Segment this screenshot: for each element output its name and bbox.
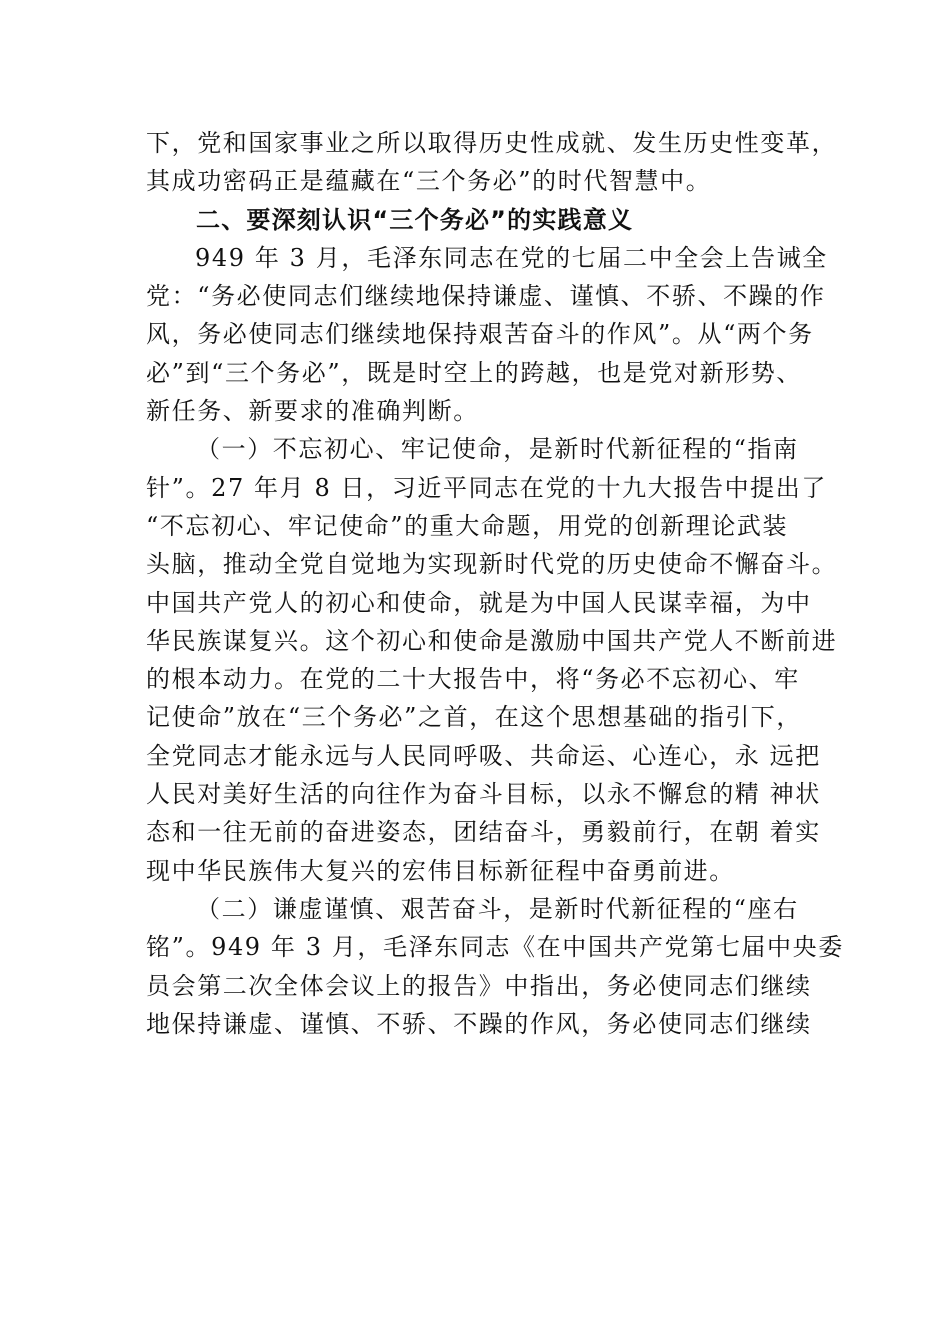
text-line: 的根本动力。在党的二十大报告中，将“务必不忘初心、牢 bbox=[146, 665, 800, 694]
text-line: 新任务、新要求的准确判断。 bbox=[146, 397, 479, 426]
text-line: 地保持谦虚、谨慎、不骄、不躁的作风，务必使同志们继续 bbox=[146, 1009, 812, 1038]
text-line: 记使命”放在“三个务必”之首，在这个思想基础的指引下， bbox=[146, 703, 803, 732]
text-line: “不忘初心、牢记使命”的重大命题，用党的创新理论武装 bbox=[146, 511, 789, 540]
text-line: 态和一往无前的奋进姿态，团结奋斗，勇毅前行，在朝 着实 bbox=[146, 818, 821, 847]
subsection-first-line: （一）不忘初心、牢记使命，是新时代新征程的“指南 bbox=[196, 435, 799, 464]
text-line: 华民族谋复兴。这个初心和使命是激励中国共产党人不断前进 bbox=[146, 626, 838, 655]
text-line: 员会第二次全体会议上的报告》中指出，务必使同志们继续 bbox=[146, 971, 812, 1000]
text-line: 现中华民族伟大复兴的宏伟目标新征程中奋勇前进。 bbox=[146, 856, 735, 885]
text-line: 针”。27 年月 8 日，习近平同志在党的十九大报告中提出了 bbox=[146, 473, 827, 502]
subsection-first-line: （二）谦虚谨慎、艰苦奋斗，是新时代新征程的“座右 bbox=[196, 894, 799, 923]
text-line: 全党同志才能永远与人民同呼吸、共命运、心连心，永 远把 bbox=[146, 741, 821, 770]
text-line: 铭”。949 年 3 月，毛泽东同志《在中国共产党第七届中央委 bbox=[146, 933, 844, 962]
text-line: 必”到“三个务必”，既是时空上的跨越，也是党对新形势、 bbox=[146, 358, 803, 387]
text-line: 党：“务必使同志们继续地保持谦虚、谨慎、不骄、不躁的作 bbox=[146, 282, 826, 311]
text-line: 人民对美好生活的向往作为奋斗目标，以永不懈怠的精 神状 bbox=[146, 780, 821, 809]
body-text bbox=[146, 124, 844, 1043]
text-line: 下，党和国家事业之所以取得历史性成就、发生历史性变革， bbox=[146, 129, 838, 157]
text-line: 其成功密码正是蕴藏在“三个务必”的时代智慧中。 bbox=[146, 167, 712, 196]
text-line: 风，务必使同志们继续地保持艰苦奋斗的作风”。从“两个务 bbox=[146, 320, 814, 349]
paragraph-first-line: 949 年 3 月，毛泽东同志在党的七届二中全会上告诫全 bbox=[195, 243, 828, 272]
text-line: 中国共产党人的初心和使命，就是为中国人民谋幸福，为中 bbox=[146, 588, 812, 617]
section-heading: 二、要深刻认识“三个务必”的实践意义 bbox=[196, 205, 634, 234]
text-line: 头脑，推动全党自觉地为实现新时代党的历史使命不懈奋斗。 bbox=[146, 550, 838, 579]
